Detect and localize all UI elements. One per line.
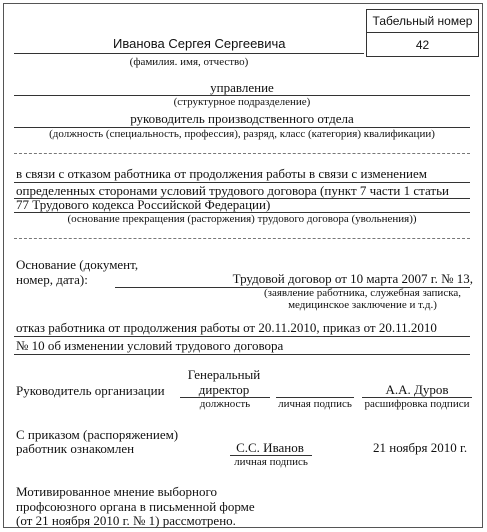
head-label: Руководитель организации [16, 383, 165, 398]
basis-extra-2: № 10 об изменении условий трудового договора [16, 338, 284, 353]
department-caption: (структурное подразделение) [173, 96, 311, 108]
head-signature-caption: личная подпись [278, 398, 352, 410]
blank-dash-line [14, 153, 470, 154]
head-name: А.А. Дуров [385, 382, 449, 397]
basis-label-1: Основание (документ, [16, 257, 139, 272]
basis-extra-rule-2 [14, 354, 470, 355]
name-caption: (фамилия. имя, отчество) [129, 56, 249, 68]
tab-number-label: Табельный номер [367, 10, 478, 33]
reason-line-1: в связи с отказом работника от продолжения работы в связи с изменением [16, 166, 427, 181]
tab-number-box [366, 9, 479, 57]
basis-extra-rule-1 [14, 336, 470, 337]
acquainted-label-2: работник ознакомлен [16, 441, 135, 456]
union-line-2: профсоюзного органа в письменной форме [16, 499, 255, 514]
reason-line-3: 77 Трудового кодекса Российской Федерации) [16, 197, 271, 212]
union-line-3: (от 21 ноября 2010 г. № 1) рассмотрено. [16, 513, 236, 528]
position-caption: (должность (специальность, профессия), разряд, класс (категория) квалификации) [49, 128, 435, 140]
basis-extra-1: отказ работника от продолжения работы от 20.11.2010, приказ от 20.11.2010 [16, 320, 437, 335]
basis-caption-1: (заявление работника, служебная записка, [263, 287, 462, 299]
name-line [14, 53, 364, 54]
head-position-1: Генеральный [187, 367, 261, 382]
department-value: управление [210, 80, 274, 95]
acquainted-signature: С.С. Иванов [236, 440, 304, 455]
reason-line-2: определенных сторонами условий трудового договора (пункт 7 части 1 статьи [16, 183, 449, 198]
head-position-caption: должность [199, 398, 251, 410]
union-line-1: Мотивированное мнение выборного [16, 484, 217, 499]
acquainted-signature-caption: личная подпись [234, 456, 308, 468]
position-value: руководитель производственного отдела [130, 111, 354, 126]
reason-dash-line [14, 238, 470, 239]
basis-value: Трудовой договор от 10 марта 2007 г. № 13, [232, 271, 473, 286]
acquainted-label-1: С приказом (распоряжением) [16, 427, 179, 442]
basis-caption-2: медицинское заключение и т.д.) [288, 299, 437, 311]
employee-name: Иванова Сергея Сергеевича [113, 36, 286, 51]
tab-number-value: 42 [415, 38, 430, 52]
reason-caption: (основание прекращения (расторжения) трудового договора (увольнения)) [67, 213, 417, 225]
basis-label-2: номер, дата): [16, 272, 88, 287]
head-name-caption: расшифровка подписи [364, 398, 470, 410]
acquainted-date: 21 ноября 2010 г. [373, 440, 468, 455]
head-position-2: директор [198, 382, 250, 397]
